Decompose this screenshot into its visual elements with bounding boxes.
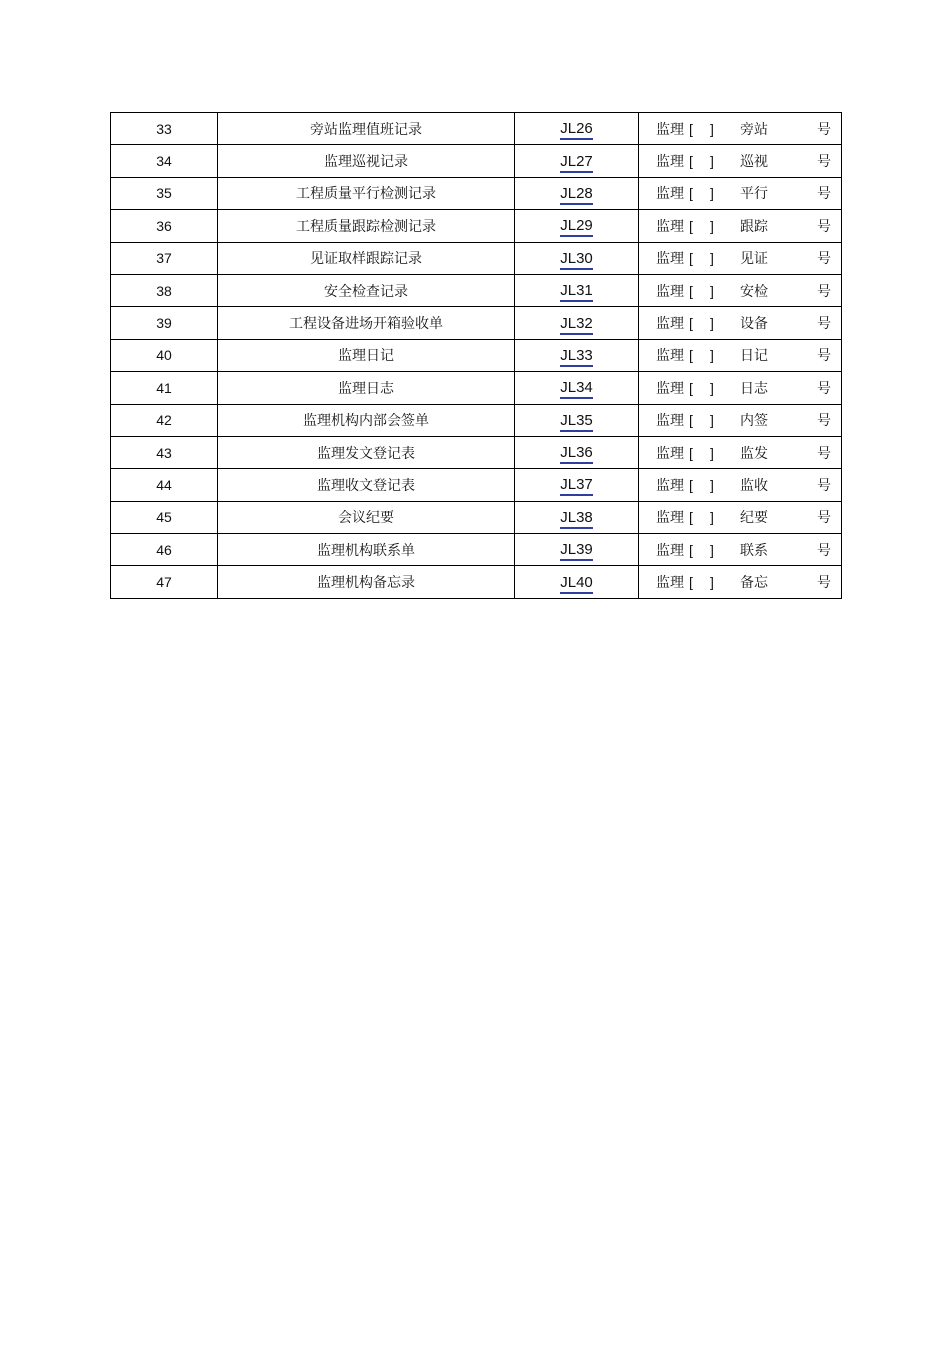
form-code-cell <box>515 113 639 145</box>
ref-suffix: 号 <box>817 575 831 592</box>
ref-bracket-close: ] <box>710 250 714 267</box>
ref-bracket-open: [ <box>689 153 693 170</box>
ref-type: 备忘 <box>740 575 768 592</box>
table-row <box>111 113 842 145</box>
row-number: 40 <box>111 339 218 371</box>
ref-type: 监收 <box>740 477 768 494</box>
row-number: 33 <box>111 113 218 145</box>
row-number: 47 <box>111 566 218 598</box>
ref-type: 见证 <box>740 251 768 268</box>
ref-bracket-close: ] <box>710 282 714 299</box>
ref-bracket-open: [ <box>689 444 693 461</box>
ref-bracket-open: [ <box>689 476 693 493</box>
form-code-cell <box>515 242 639 274</box>
reference-number-cell <box>639 339 842 371</box>
form-code-link[interactable]: JL31 <box>560 282 593 302</box>
table-row <box>111 274 842 306</box>
record-name: 监理机构内部会签单 <box>218 404 515 436</box>
form-code-cell <box>515 339 639 371</box>
table-row <box>111 534 842 566</box>
ref-bracket-close: ] <box>710 444 714 461</box>
form-code-link[interactable]: JL40 <box>560 574 593 594</box>
form-code-link[interactable]: JL39 <box>560 541 593 561</box>
records-table-body <box>111 113 842 599</box>
ref-bracket-close: ] <box>710 315 714 332</box>
record-name: 监理机构备忘录 <box>218 566 515 598</box>
row-number: 46 <box>111 534 218 566</box>
ref-bracket-open: [ <box>689 185 693 202</box>
record-name: 监理巡视记录 <box>218 145 515 177</box>
form-code-cell <box>515 372 639 404</box>
ref-type: 巡视 <box>740 154 768 171</box>
form-code-link[interactable]: JL30 <box>560 250 593 270</box>
reference-number-cell <box>639 113 842 145</box>
ref-bracket-open: [ <box>689 347 693 364</box>
form-code-cell <box>515 436 639 468</box>
ref-bracket-open: [ <box>689 412 693 429</box>
ref-prefix: 监理 <box>656 154 684 171</box>
record-name: 工程设备进场开箱验收单 <box>218 307 515 339</box>
record-name: 监理机构联系单 <box>218 534 515 566</box>
form-code-link[interactable]: JL36 <box>560 444 593 464</box>
row-number: 38 <box>111 274 218 306</box>
row-number: 34 <box>111 145 218 177</box>
reference-number-cell <box>639 145 842 177</box>
record-name: 监理收文登记表 <box>218 469 515 501</box>
form-code-cell <box>515 145 639 177</box>
row-number: 35 <box>111 177 218 209</box>
form-code-link[interactable]: JL35 <box>560 412 593 432</box>
form-code-cell <box>515 501 639 533</box>
record-name: 见证取样跟踪记录 <box>218 242 515 274</box>
record-name: 工程质量跟踪检测记录 <box>218 210 515 242</box>
ref-type: 跟踪 <box>740 218 768 235</box>
reference-number-cell <box>639 534 842 566</box>
table-row <box>111 501 842 533</box>
table-row <box>111 242 842 274</box>
ref-bracket-open: [ <box>689 379 693 396</box>
ref-bracket-open: [ <box>689 250 693 267</box>
ref-prefix: 监理 <box>656 542 684 559</box>
ref-prefix: 监理 <box>656 218 684 235</box>
ref-type: 日记 <box>740 348 768 365</box>
ref-bracket-close: ] <box>710 412 714 429</box>
ref-prefix: 监理 <box>656 186 684 203</box>
ref-prefix: 监理 <box>656 575 684 592</box>
ref-suffix: 号 <box>817 218 831 235</box>
ref-suffix: 号 <box>817 283 831 300</box>
form-code-link[interactable]: JL38 <box>560 509 593 529</box>
record-name: 监理日记 <box>218 339 515 371</box>
record-name: 旁站监理值班记录 <box>218 113 515 145</box>
ref-prefix: 监理 <box>656 510 684 527</box>
row-number: 37 <box>111 242 218 274</box>
ref-bracket-close: ] <box>710 217 714 234</box>
table-row <box>111 372 842 404</box>
ref-prefix: 监理 <box>656 413 684 430</box>
ref-bracket-open: [ <box>689 315 693 332</box>
ref-bracket-close: ] <box>710 185 714 202</box>
table-row <box>111 339 842 371</box>
row-number: 42 <box>111 404 218 436</box>
ref-bracket-open: [ <box>689 120 693 137</box>
ref-bracket-close: ] <box>710 379 714 396</box>
ref-prefix: 监理 <box>656 477 684 494</box>
ref-suffix: 号 <box>817 251 831 268</box>
ref-prefix: 监理 <box>656 348 684 365</box>
ref-prefix: 监理 <box>656 121 684 138</box>
row-number: 45 <box>111 501 218 533</box>
ref-type: 日志 <box>740 380 768 397</box>
ref-suffix: 号 <box>817 413 831 430</box>
reference-number-cell <box>639 177 842 209</box>
row-number: 44 <box>111 469 218 501</box>
reference-number-cell <box>639 274 842 306</box>
ref-type: 安检 <box>740 283 768 300</box>
reference-number-cell <box>639 210 842 242</box>
ref-bracket-open: [ <box>689 574 693 591</box>
ref-type: 内签 <box>740 413 768 430</box>
table-row <box>111 210 842 242</box>
record-name: 监理发文登记表 <box>218 436 515 468</box>
ref-suffix: 号 <box>817 542 831 559</box>
ref-type: 设备 <box>740 316 768 333</box>
form-code-cell <box>515 566 639 598</box>
reference-number-cell <box>639 469 842 501</box>
form-code-link[interactable]: JL29 <box>560 217 593 237</box>
reference-number-cell <box>639 436 842 468</box>
form-code-link[interactable]: JL28 <box>560 185 593 205</box>
table-row <box>111 145 842 177</box>
form-code-cell <box>515 177 639 209</box>
record-name: 工程质量平行检测记录 <box>218 177 515 209</box>
row-number: 39 <box>111 307 218 339</box>
form-code-link[interactable]: JL32 <box>560 315 593 335</box>
form-code-cell <box>515 210 639 242</box>
ref-bracket-close: ] <box>710 476 714 493</box>
table-row <box>111 469 842 501</box>
form-code-cell <box>515 404 639 436</box>
ref-suffix: 号 <box>817 316 831 333</box>
record-name: 安全检查记录 <box>218 274 515 306</box>
ref-type: 纪要 <box>740 510 768 527</box>
reference-number-cell <box>639 242 842 274</box>
ref-bracket-open: [ <box>689 541 693 558</box>
form-code-link[interactable]: JL37 <box>560 476 593 496</box>
ref-bracket-open: [ <box>689 509 693 526</box>
form-code-link[interactable]: JL26 <box>560 120 593 140</box>
ref-bracket-close: ] <box>710 120 714 137</box>
row-number: 43 <box>111 436 218 468</box>
ref-suffix: 号 <box>817 445 831 462</box>
ref-suffix: 号 <box>817 380 831 397</box>
reference-number-cell <box>639 404 842 436</box>
records-table <box>110 112 842 599</box>
ref-prefix: 监理 <box>656 251 684 268</box>
table-row <box>111 566 842 598</box>
record-name: 监理日志 <box>218 372 515 404</box>
reference-number-cell <box>639 307 842 339</box>
form-code-cell <box>515 274 639 306</box>
form-code-link[interactable]: JL27 <box>560 153 593 173</box>
ref-bracket-close: ] <box>710 509 714 526</box>
row-number: 36 <box>111 210 218 242</box>
table-row <box>111 177 842 209</box>
record-name: 会议纪要 <box>218 501 515 533</box>
ref-bracket-close: ] <box>710 574 714 591</box>
form-code-cell <box>515 469 639 501</box>
form-code-link[interactable]: JL33 <box>560 347 593 367</box>
ref-bracket-close: ] <box>710 153 714 170</box>
ref-bracket-close: ] <box>710 347 714 364</box>
ref-type: 旁站 <box>740 121 768 138</box>
ref-type: 平行 <box>740 186 768 203</box>
ref-suffix: 号 <box>817 477 831 494</box>
form-code-cell <box>515 307 639 339</box>
ref-type: 联系 <box>740 542 768 559</box>
ref-prefix: 监理 <box>656 445 684 462</box>
reference-number-cell <box>639 501 842 533</box>
ref-suffix: 号 <box>817 186 831 203</box>
ref-suffix: 号 <box>817 154 831 171</box>
table-row <box>111 436 842 468</box>
reference-number-cell <box>639 372 842 404</box>
form-code-link[interactable]: JL34 <box>560 379 593 399</box>
ref-suffix: 号 <box>817 510 831 527</box>
ref-bracket-open: [ <box>689 217 693 234</box>
table-row <box>111 307 842 339</box>
ref-suffix: 号 <box>817 348 831 365</box>
ref-type: 监发 <box>740 445 768 462</box>
ref-prefix: 监理 <box>656 316 684 333</box>
ref-prefix: 监理 <box>656 283 684 300</box>
table-row <box>111 404 842 436</box>
ref-suffix: 号 <box>817 121 831 138</box>
reference-number-cell <box>639 566 842 598</box>
ref-bracket-close: ] <box>710 541 714 558</box>
ref-prefix: 监理 <box>656 380 684 397</box>
row-number: 41 <box>111 372 218 404</box>
ref-bracket-open: [ <box>689 282 693 299</box>
form-code-cell <box>515 534 639 566</box>
